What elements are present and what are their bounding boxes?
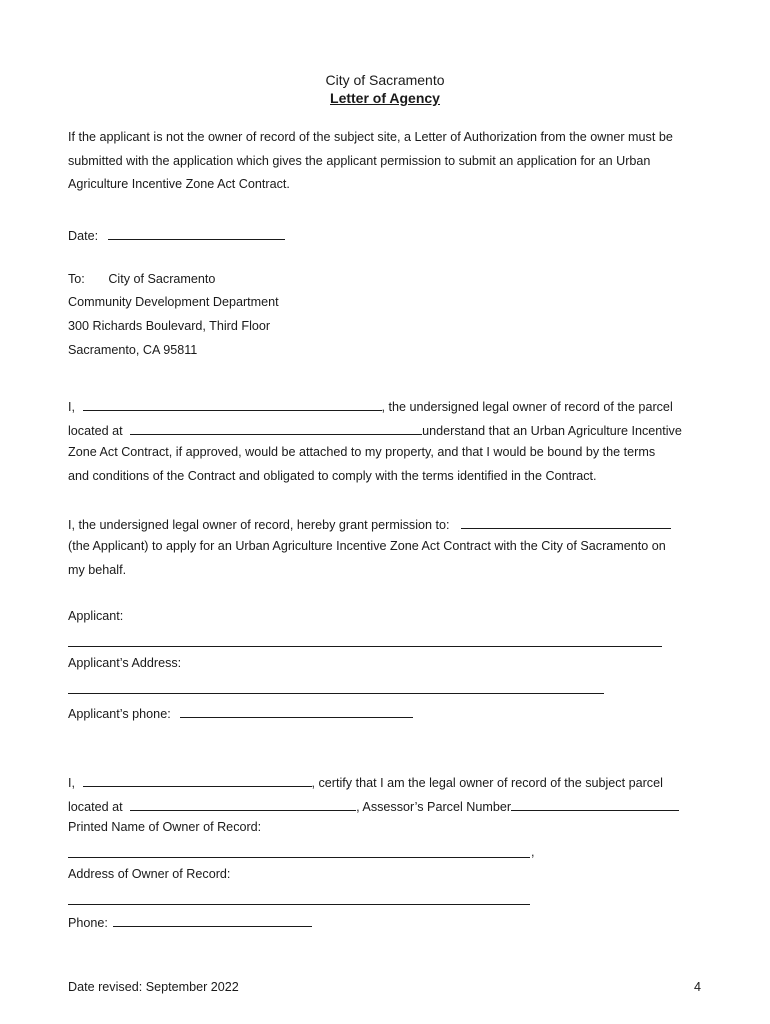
to-department: Community Development Department [68,295,279,309]
date-blank[interactable] [108,226,285,240]
owner-line-2-text: understand that an Urban Agriculture Incentive [422,424,682,438]
apn-label: , Assessor’s Parcel Number [356,800,512,814]
owner-line-1 [68,397,673,414]
certify-location-blank[interactable] [130,797,356,811]
owner-phone-label: Phone: [68,916,108,930]
printed-name-comma: , [531,845,535,859]
certify-line-1 [68,773,663,790]
owner-location-blank[interactable] [130,421,422,435]
applicant-address-blank[interactable] [68,693,604,694]
grant-line-1 [68,515,671,532]
footer-page-number: 4 [694,980,702,994]
owner-located-label: located at [68,424,123,438]
city-heading: City of Sacramento [325,72,445,88]
applicant-label: Applicant: [68,609,124,623]
applicant-address-label: Applicant’s Address: [68,656,182,670]
date-label: Date: [68,229,99,243]
owner-i-label: I, [68,400,75,414]
printed-name-blank[interactable] [68,857,530,858]
to-city-zip: Sacramento, CA 95811 [68,343,198,357]
owner-line-1-text: , the undersigned legal owner of record of the parcel [381,400,673,414]
certify-line-2 [68,797,679,814]
owner-name-blank[interactable] [83,397,382,411]
grant-text: I, the undersigned legal owner of record, hereby grant permission to: [68,518,450,532]
to-label: To: [68,272,85,286]
to-line [68,272,215,286]
intro-paragraph: If the applicant is not the owner of record of the subject site, a Letter of Authorization from the owner must be submitted with the application which gives the applicant permission to submit an application for an Urban Agriculture Incentive Zone Act Contract. [68,130,673,191]
footer-revised: Date revised: September 2022 [68,980,239,994]
applicant-phone-blank[interactable] [180,704,413,718]
to-city: City of Sacramento [108,272,216,286]
owner-line-2 [68,421,682,438]
certify-located-label: located at [68,800,123,814]
owner-phone-blank[interactable] [113,913,312,927]
grant-line-2: (the Applicant) to apply for an Urban Agriculture Incentive Zone Act Contract with the City of Sacramento on [68,539,666,553]
grantee-blank[interactable] [461,515,671,529]
certify-i-label: I, [68,776,75,790]
grant-line-3: my behalf. [68,563,127,577]
applicant-name-blank[interactable] [68,646,662,647]
owner-address-label: Address of Owner of Record: [68,867,231,881]
certify-name-blank[interactable] [83,773,312,787]
certify-line-1-text: , certify that I am the legal owner of record of the subject parcel [311,776,663,790]
document-title: Letter of Agency [330,90,440,106]
to-street: 300 Richards Boulevard, Third Floor [68,319,271,333]
apn-blank[interactable] [511,797,679,811]
printed-name-label: Printed Name of Owner of Record: [68,820,262,834]
owner-address-blank[interactable] [68,904,530,905]
owner-line-4: and conditions of the Contract and obligated to comply with the terms identified in the Contract. [68,469,597,483]
applicant-phone-label: Applicant’s phone: [68,707,171,721]
owner-phone-line [68,913,312,930]
applicant-phone-line [68,704,413,721]
owner-line-3: Zone Act Contract, if approved, would be attached to my property, and that I would be bound by the terms [68,445,656,459]
date-line [68,226,285,243]
